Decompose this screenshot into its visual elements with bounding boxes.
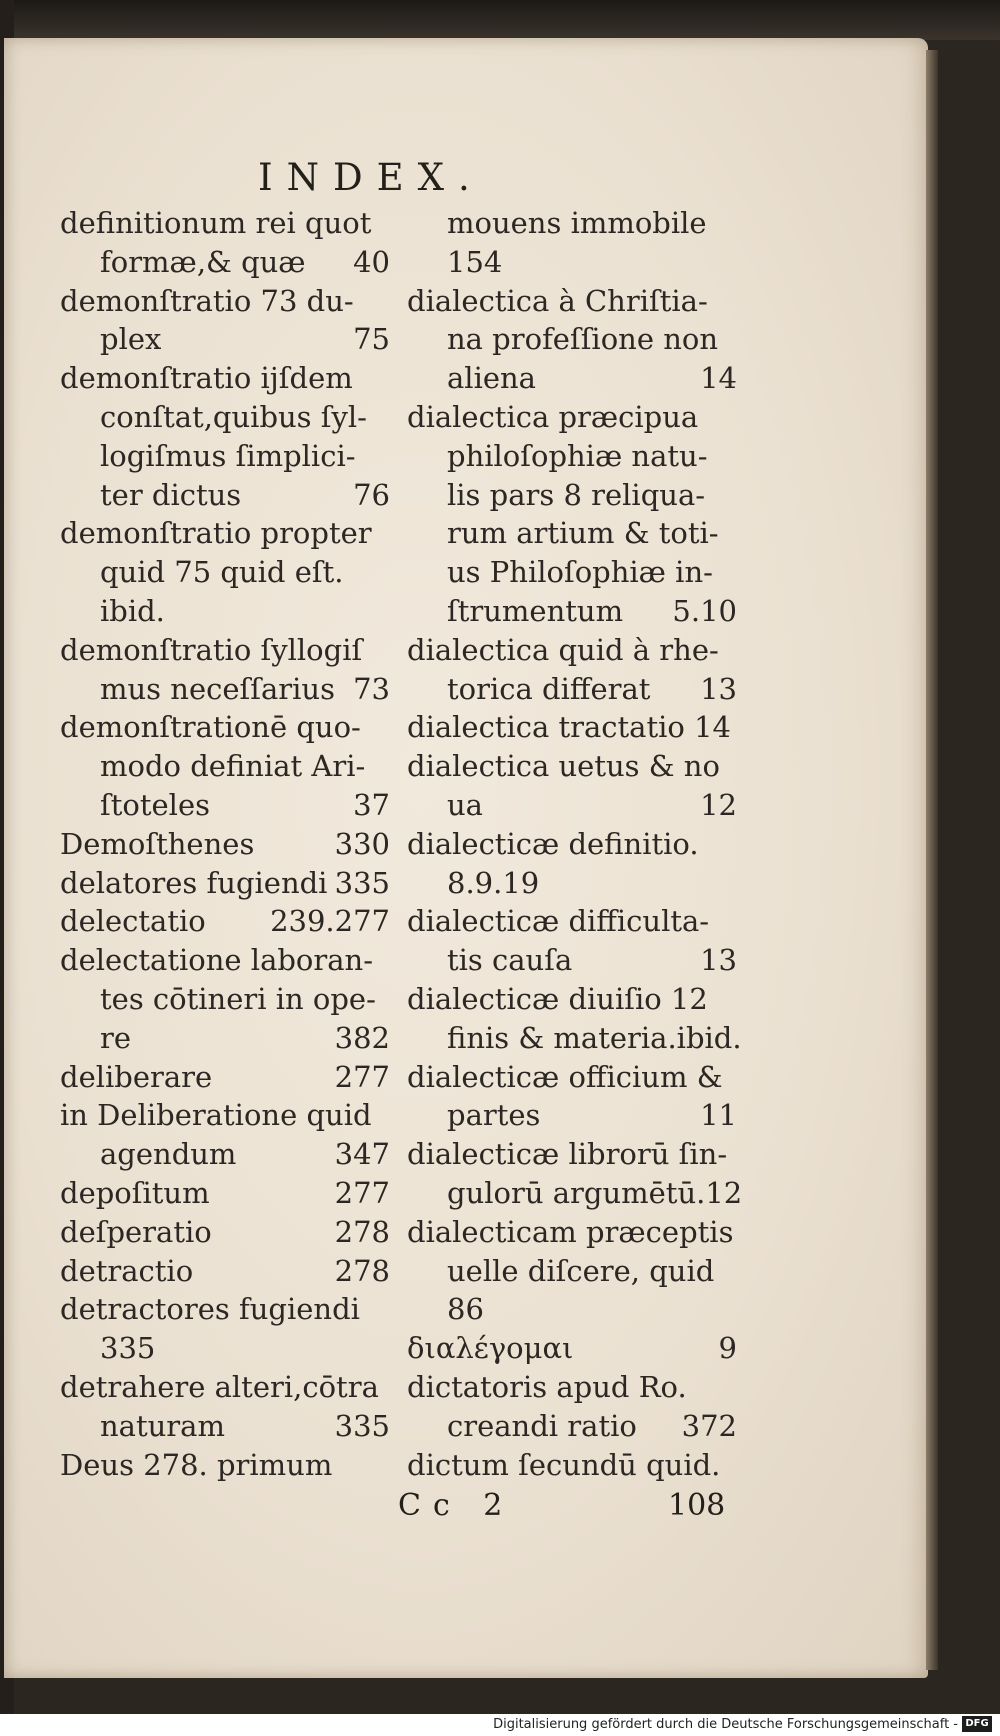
index-entry-line (60, 476, 390, 515)
index-entry-line (60, 437, 390, 476)
index-entry-page-number: 9 (718, 1331, 737, 1366)
index-entry-line (407, 1252, 737, 1291)
index-entry-text: mus neceſſarius (100, 671, 335, 706)
index-entry-line (407, 1446, 737, 1485)
scan-border-top (0, 0, 1000, 40)
index-entry-line (60, 1407, 390, 1446)
index-entry-line (407, 514, 737, 553)
index-entry-text: creandi ratio (447, 1408, 637, 1443)
index-entry-text: definitionum rei quot (60, 206, 372, 240)
index-entry-line (60, 243, 390, 282)
index-entry-text: depoſitum (60, 1175, 210, 1210)
index-entry-line (407, 553, 737, 592)
index-entry-line (60, 1135, 390, 1174)
index-entry-text: dialecticæ diuiſio 12 (407, 981, 708, 1016)
index-entry-text: dictatoris apud Ro. (407, 1369, 687, 1404)
index-entry-page-number: 37 (353, 787, 390, 822)
footer-credit: Digitalisierung gefördert durch die Deutsche Forschungsgemeinschaft - (493, 1717, 958, 1732)
index-entry-text: demonſtratio ſyllogiſ (60, 632, 363, 667)
index-entry-line (407, 631, 737, 670)
index-entry-line (60, 1174, 390, 1213)
index-entry-line (60, 398, 390, 437)
index-entry-line (60, 553, 390, 592)
index-entry-page-number: 347 (334, 1137, 390, 1172)
index-entry-text: uelle diſcere, quid (447, 1253, 715, 1288)
index-entry-text: delatores fugiendi (60, 865, 328, 900)
index-entry-line (60, 980, 390, 1019)
index-entry-text: naturam (100, 1408, 225, 1443)
index-entry-text: διαλέγομαι (407, 1331, 574, 1366)
index-entry-line (407, 980, 737, 1019)
index-entry-text: modo definiat Ari- (100, 749, 366, 784)
index-entry-text: dictum ſecundū quid. (407, 1447, 721, 1482)
index-entry-text: tes cōtineri in ope- (100, 981, 376, 1016)
index-entry-page-number: 278 (334, 1253, 390, 1288)
index-entry-text: dialectica tractatio 14 (407, 710, 731, 745)
index-entry-line (60, 514, 390, 553)
index-entry-line (60, 786, 390, 825)
index-entry-text: ſtoteles (100, 787, 210, 822)
index-entry-text: 154 (447, 244, 503, 279)
index-entry-text: torica differat (447, 671, 651, 706)
index-entry-page-number: 278 (334, 1214, 390, 1249)
index-entry-line (407, 1290, 737, 1329)
index-entry-line (60, 864, 390, 903)
index-entry-text: philoſophiæ natu- (447, 438, 708, 473)
index-entry-page-number: 382 (334, 1020, 390, 1055)
index-entry-text: dialecticæ librorū ſin- (407, 1137, 728, 1172)
index-entry-line (60, 359, 390, 398)
index-entry-text: detractores fugiendi (60, 1292, 360, 1327)
index-entry-text: 335 (100, 1331, 156, 1366)
index-entry-text: ſtrumentum (447, 593, 624, 628)
index-entry-text: demonſtratio ijſdem (60, 361, 353, 396)
index-entry-text: lis pars 8 reliqua- (447, 477, 706, 512)
index-entry-text: detrahere alteri,cōtra (60, 1369, 379, 1404)
index-entry-page-number: 335 (334, 1408, 390, 1443)
index-entry-line (407, 243, 737, 282)
index-entry-line (407, 864, 737, 903)
index-entry-page-number: 11 (700, 1098, 737, 1133)
index-entry-text: dialectica uetus & no (407, 749, 720, 784)
index-entry-page-number: 277 (334, 1175, 390, 1210)
index-entry-text: tis cauſa (447, 943, 573, 978)
index-entry-page-number: 12 (700, 787, 737, 822)
index-entry-text: logiſmus ſimplici- (100, 438, 356, 473)
index-entry-text: finis & materia.ibid. (447, 1020, 742, 1055)
index-entry-page-number: 330 (334, 826, 390, 861)
index-entry-page-number: 372 (681, 1408, 737, 1443)
index-entry-page-number: 40 (353, 244, 390, 279)
index-entry-text: demonſtrationē quo- (60, 710, 361, 745)
index-entry-line (60, 708, 390, 747)
index-entry-line (407, 825, 737, 864)
index-entry-line (407, 708, 737, 747)
dfg-logo: DFG (962, 1716, 992, 1732)
index-entry-text: dialectica præcipua (407, 399, 699, 434)
index-entry-line (407, 359, 737, 398)
index-entry-text: quid 75 quid eſt. (100, 555, 344, 590)
index-entry-text: Deus 278. primum (60, 1447, 333, 1482)
index-entry-text: dialectica quid à rhe- (407, 632, 719, 667)
index-entry-line (407, 786, 737, 825)
index-entry-line (407, 1096, 737, 1135)
page-edge (926, 50, 938, 1670)
index-entry-line (407, 1019, 742, 1058)
index-entry-line (407, 1174, 743, 1213)
index-entry-text: demonſtratio 73 du- (60, 283, 354, 318)
index-entry-text: deliberare (60, 1059, 213, 1094)
index-entry-text: dialectica à Chriſtia- (407, 283, 708, 318)
index-entry-line (407, 204, 737, 243)
index-entry-line (407, 1368, 737, 1407)
index-entry-line (60, 1213, 390, 1252)
index-entry-line (60, 320, 390, 359)
index-entry-text: conſtat,quibus ſyl- (100, 399, 367, 434)
index-entry-text: delectatione laboran- (60, 943, 374, 978)
index-entry-line (60, 1368, 390, 1407)
index-entry-text: in Deliberatione quid (60, 1098, 372, 1133)
index-entry-line (60, 825, 390, 864)
index-entry-page-number: 13 (700, 943, 737, 978)
index-entry-text: 8.9.19 (447, 865, 540, 900)
index-entry-line (60, 1329, 390, 1368)
index-entry-text: rum artium & toti- (447, 516, 719, 551)
index-entry-line (60, 282, 390, 321)
index-entry-line (407, 320, 737, 359)
index-entry-text: plex (100, 322, 162, 357)
index-entry-page-number: 335 (334, 865, 390, 900)
index-entry-page-number: 277 (334, 1059, 390, 1094)
index-entry-line (60, 1290, 390, 1329)
index-entry-line (60, 1446, 390, 1485)
index-entry-line (60, 747, 390, 786)
index-entry-text: dialecticam præceptis (407, 1214, 734, 1249)
page-header: INDEX. (258, 156, 484, 199)
index-entry-line (407, 1407, 737, 1446)
catchword: 108 (668, 1488, 726, 1523)
index-entry-line (407, 1329, 737, 1368)
index-entry-text: mouens immobile (447, 206, 707, 240)
index-entry-page-number: 13 (700, 671, 737, 706)
index-entry-text: delectatio (60, 904, 206, 939)
index-entry-page-number: 75 (353, 322, 390, 357)
index-entry-line (407, 398, 737, 437)
index-entry-line (60, 902, 390, 941)
index-entry-text: ibid. (100, 593, 165, 628)
index-entry-line (407, 747, 737, 786)
index-entry-text: us Philoſophiæ in- (447, 555, 713, 590)
index-entry-text: formæ,& quæ (100, 244, 306, 279)
index-entry-line (407, 670, 737, 709)
index-entry-line (60, 592, 390, 631)
index-entry-line (407, 941, 737, 980)
index-entry-text: Demoſthenes (60, 826, 255, 861)
index-entry-text: ua (447, 787, 483, 822)
index-entry-line (60, 1252, 390, 1291)
index-entry-text: ter dictus (100, 477, 242, 512)
index-entry-text: detractio (60, 1253, 194, 1288)
index-column-left (60, 204, 390, 1484)
index-entry-line (60, 204, 390, 243)
index-entry-text: dialecticæ difficulta- (407, 904, 710, 939)
index-entry-text: na profeſſione non (447, 322, 719, 357)
index-entry-text: aliena (447, 361, 536, 396)
index-entry-line (407, 476, 737, 515)
index-entry-page-number: 5.10 (672, 593, 737, 628)
index-entry-text: dialecticæ officium & (407, 1059, 723, 1094)
index-entry-line (407, 282, 737, 321)
index-entry-line (407, 1213, 737, 1252)
index-entry-text: re (100, 1020, 132, 1055)
index-entry-line (60, 670, 390, 709)
index-entry-text: deſperatio (60, 1214, 212, 1249)
index-entry-line (60, 1019, 390, 1058)
index-entry-text: dialecticæ definitio. (407, 826, 699, 861)
index-entry-line (407, 592, 737, 631)
index-entry-text: partes (447, 1098, 541, 1133)
index-entry-page-number: 76 (353, 477, 390, 512)
signature-mark: Cc 2 (398, 1488, 515, 1523)
index-entry-text: demonſtratio propter (60, 516, 372, 551)
index-entry-line (407, 1135, 737, 1174)
index-entry-page-number: 239.277 (270, 904, 390, 939)
index-entry-text: 86 (447, 1292, 484, 1327)
index-entry-text: gulorū argumētū.12 (447, 1175, 743, 1210)
index-entry-line (407, 902, 737, 941)
index-column-right (407, 204, 743, 1484)
index-entry-line (407, 437, 737, 476)
index-entry-text: agendum (100, 1137, 237, 1172)
index-entry-page-number: 73 (353, 671, 390, 706)
index-entry-line (407, 1058, 737, 1097)
index-entry-line (60, 1058, 390, 1097)
index-entry-line (60, 631, 390, 670)
index-entry-line (60, 1096, 390, 1135)
index-entry-line (60, 941, 390, 980)
index-entry-page-number: 14 (700, 361, 737, 396)
